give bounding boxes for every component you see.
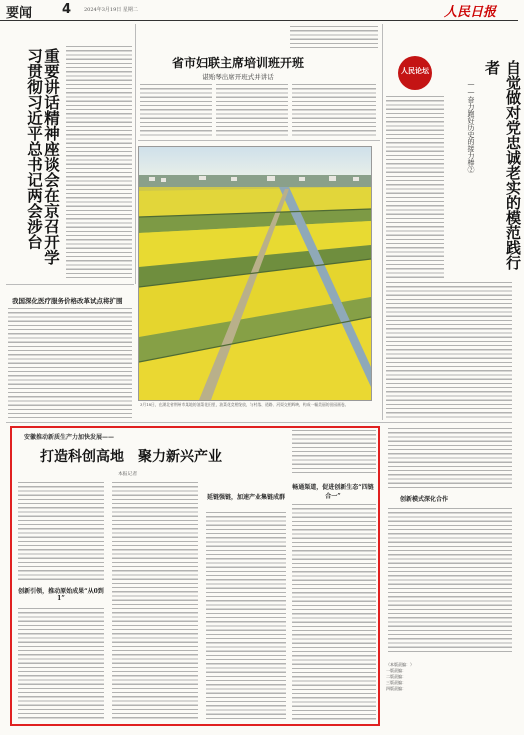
feature-body-col4a [292, 430, 376, 476]
center-story-body-col1 [140, 84, 212, 136]
newspaper-masthead: 人民日报 [444, 5, 497, 20]
right-bottom-body-a [388, 428, 512, 488]
landscape-image [139, 147, 371, 400]
commentary-body-col1 [386, 96, 444, 278]
center-story-headline: 省市妇联主席培训班开班 [171, 56, 304, 70]
section-name: 要闻 [6, 6, 33, 21]
editor-credits [386, 662, 512, 718]
right-bottom-subhead: 创新模式深化合作 [400, 496, 449, 503]
top-right-text [290, 26, 378, 48]
center-story-body-col3 [292, 84, 376, 136]
section-divider [138, 140, 380, 141]
section-divider [6, 284, 134, 285]
photo-caption: 3月18日，在湖北省荆州市某地的油菜花田里，油菜花竞相绽放，与村落、道路、河渠交相辉映，构成一幅美丽的田园画卷。 [140, 402, 349, 407]
feature-subhead-3: 畅通渠道，促进创新生态“四链合一” [292, 484, 374, 500]
issue-date: 2024年3月19日 星期二 [84, 7, 138, 13]
rapeseed-field-photo [138, 146, 372, 401]
editor-line: 四版责编： [386, 686, 406, 691]
lead-headline: 重要讲话精神座谈会在京召开学习贯彻习近平总书记两会涉台 [25, 48, 61, 265]
feature-headline: 打造科创高地 聚力新兴产业 [40, 449, 222, 465]
center-story-subheadline: 谌贻琴出席开班式并讲话 [202, 73, 274, 81]
seal-label: 人民论坛 [401, 66, 429, 75]
feature-subhead-2: 延链强链，加速产业集链成群 [206, 494, 285, 501]
section-divider [6, 422, 512, 423]
right-bottom-body-b [388, 508, 512, 654]
editor-line: 二版责编： [386, 674, 406, 679]
left-story-headline: 我国深化医疗服务价格改革试点将扩围 [12, 297, 123, 305]
feature-kicker: 安徽推动新质生产力加快发展—— [24, 434, 115, 441]
page-number: 4 [62, 2, 72, 17]
feature-body-col1b [18, 608, 104, 720]
editor-line: （本版责编：） [386, 662, 414, 667]
left-story-body [8, 308, 132, 418]
lead-article-body [66, 46, 132, 278]
feature-byline: 本报记者 [118, 472, 138, 477]
feature-subhead-1: 创新引领，推动原始成果“从0到1” [18, 588, 104, 602]
center-story-body-col2 [216, 84, 288, 136]
feature-body-col4b [292, 504, 376, 720]
page-header [0, 0, 518, 21]
editor-line: 一版责编： [386, 668, 406, 673]
commentary-body-col2 [386, 282, 512, 418]
commentary-headline: 自觉做对党忠诚老实的模范践行者 [483, 60, 522, 270]
feature-body-col1a [18, 482, 104, 582]
column-rule [135, 24, 136, 284]
editor-line: 三版责编： [386, 680, 406, 685]
column-rule [382, 24, 383, 420]
feature-body-col2 [112, 482, 198, 720]
feature-body-col3 [206, 512, 286, 720]
commentary-subheadline: ——奋力跑好历史的接力棒② [467, 80, 475, 173]
